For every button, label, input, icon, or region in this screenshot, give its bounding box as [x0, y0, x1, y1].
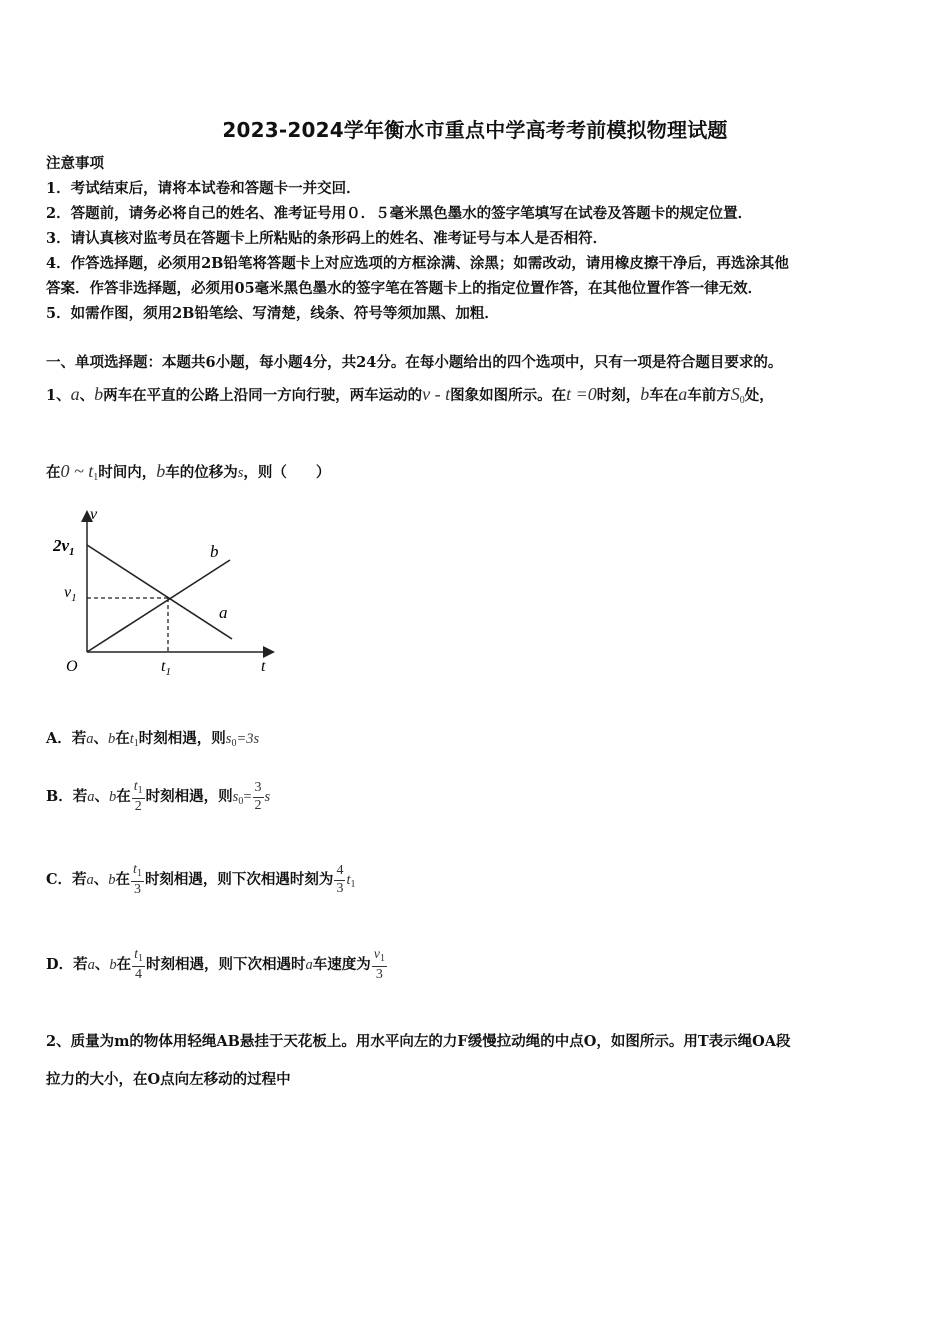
option-b[interactable]: B．若a、b在 $\frac{t_1}{2}$ 时刻相遇，则$s_0=$ $\frac{3}{2}$ s — [46, 779, 271, 814]
section-heading: 一、单项选择题：本题共6小题，每小题4分，共24分。在每小题给出的四个选项中，只有一项是符合题目要求的。 — [46, 354, 783, 371]
line-a-label: a — [219, 603, 228, 622]
line-b-label: b — [210, 542, 219, 561]
q1-stem-line2: 在0 ~ $t_1$时间内，b车的位移为s，则（ ） — [46, 461, 331, 483]
q2-stem-line2: 拉力的大小，在O点向左移动的过程中 — [46, 1071, 291, 1088]
option-c[interactable]: C．若a、b在 $\frac{t_1}{3}$ 时刻相遇，则下次相遇时刻为 $\frac{4}{3}$ $t_1$ — [46, 862, 356, 897]
line-b — [87, 560, 230, 652]
x-axis-label: t — [261, 658, 266, 675]
option-a[interactable]: A．若a、b在$t_1$时刻相遇，则$s_0=3s$ — [46, 730, 260, 749]
notice-item-4-cont: 答案．作答非选择题，必须用05毫米黑色墨水的签字笔在答题卡上的指定位置作答，在其他位置作答一律无效． — [46, 280, 763, 297]
q1-stem-line1: 1、a、b两车在平直的公路上沿同一方向行驶，两车运动的v - t图象如图所示。在t =0时刻，b车在a车前方$S_0$处， — [46, 384, 774, 406]
option-d[interactable]: D．若a、b在 $\frac{t_1}{4}$ 时刻相遇，则下次相遇时a车速度为 $\frac{v_1}{3}$ — [46, 947, 385, 982]
notice-heading: 注意事项 — [46, 155, 104, 172]
x-tick-t1: $t_1$ — [161, 658, 171, 678]
notice-item-3: 3．请认真核对监考员在答题卡上所粘贴的条形码上的姓名、准考证号与本人是否相符． — [46, 230, 608, 247]
q2-stem-line1: 2、质量为m的物体用轻绳AB悬挂于天花板上。用水平向左的力F缓慢拉动绳的中点O，如图所示。用T表示绳OA段 — [46, 1033, 791, 1050]
y-axis-label: v — [90, 506, 98, 523]
origin-label: O — [66, 658, 78, 675]
notice-item-5: 5．如需作图，须用2B铅笔绘、写清楚，线条、符号等须加黑、加粗． — [46, 305, 499, 322]
notice-item-1: 1．考试结束后，请将本试卷和答题卡一并交回． — [46, 180, 361, 197]
notice-item-4: 4．作答选择题，必须用2B铅笔将答题卡上对应选项的方框涂满、涂黑；如需改动，请用橡皮擦干净后，再选涂其他 — [46, 255, 789, 272]
y-tick-v1: $v_1$ — [64, 584, 77, 604]
notice-item-2: 2．答题前，请务必将自己的姓名、准考证号用０．５毫米黑色墨水的签字笔填写在试卷及答题卡的规定位置． — [46, 205, 753, 222]
page-title: 2023-2024学年衡水市重点中学高考考前模拟物理试题 — [222, 118, 728, 142]
y-tick-2v1: $2v_1$ — [53, 536, 75, 558]
vt-graph — [50, 505, 280, 685]
